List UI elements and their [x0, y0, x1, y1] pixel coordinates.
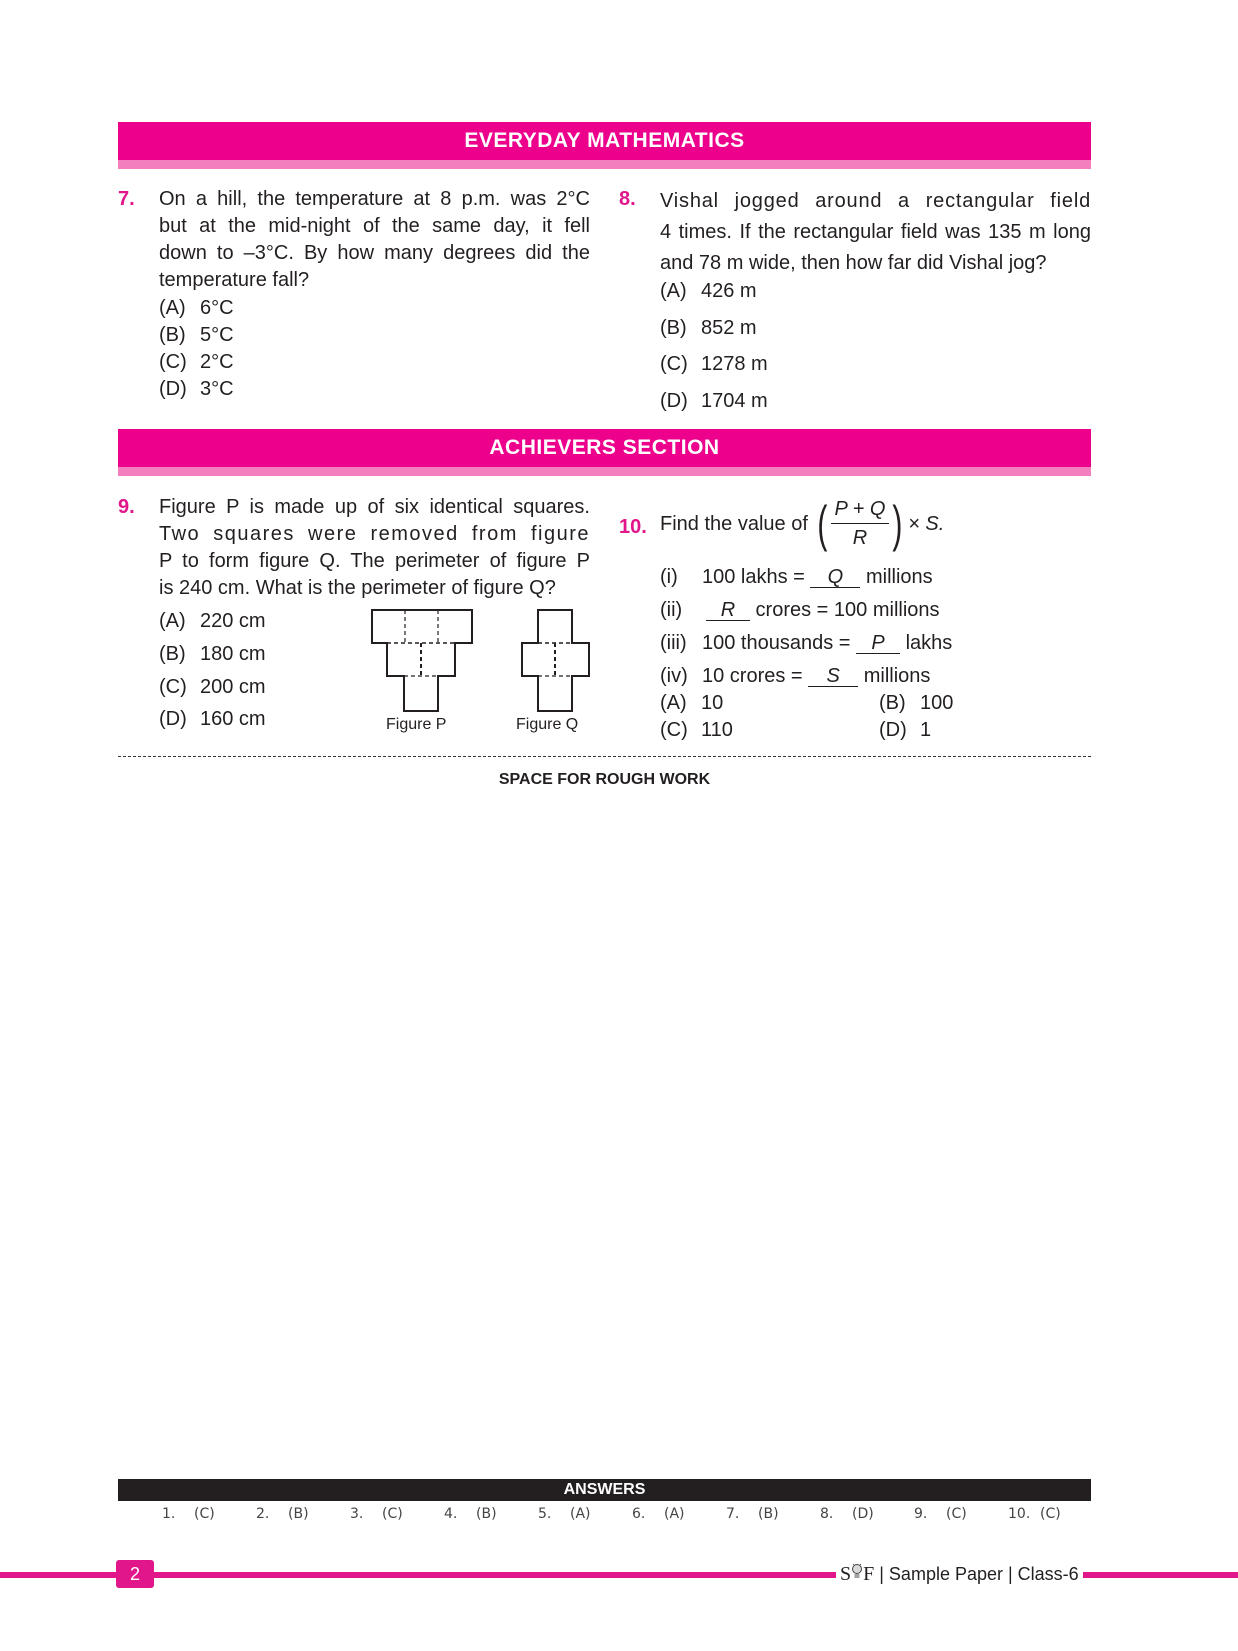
- option-c: (C) 2°C: [159, 351, 234, 373]
- question-text: On a hill, the temperature at 8 p.m. was 2°C but at the mid-night of the same day, it fell down to –3°C. By how many degrees did the temperature fall?: [159, 188, 590, 291]
- answers-header: ANSWERS: [118, 1479, 1091, 1501]
- option-a: (A) 220 cm: [159, 610, 266, 632]
- page-number-badge: 2: [116, 1560, 154, 1588]
- option-d: (D) 160 cm: [159, 708, 266, 730]
- answer-item: 3. (C): [350, 1506, 403, 1522]
- option-d: (D) 3°C: [159, 378, 234, 400]
- option-a: (A) 426 m: [660, 280, 757, 302]
- section-banner-achievers: [118, 429, 1091, 476]
- section-banner-everyday-mathematics: [118, 122, 1091, 169]
- option-c: (C) 1278 m: [660, 353, 768, 375]
- question-number: 10.: [619, 516, 647, 538]
- answer-item: 7. (B): [726, 1506, 779, 1522]
- figure-q-label: Figure Q: [516, 716, 579, 733]
- footer-text: | Sample Paper | Class-6: [874, 1564, 1079, 1584]
- option-b: (B) 852 m: [660, 317, 757, 339]
- sof-logo: S F: [840, 1563, 875, 1585]
- answer-item: 2. (B): [256, 1506, 309, 1522]
- figure-p-diagram: [370, 608, 476, 714]
- option-a: (A) 6°C: [159, 297, 234, 319]
- subpart-i: (i) 100 lakhs = Q millions: [660, 566, 933, 588]
- answer-item: 4. (B): [444, 1506, 497, 1522]
- subpart-iv: (iv) 10 crores = S millions: [660, 665, 931, 687]
- option-a: (A) 10: [660, 692, 724, 714]
- section-underline: [118, 160, 1091, 169]
- answer-item: 9. (C): [914, 1506, 967, 1522]
- answer-item: 1. (C): [162, 1506, 215, 1522]
- answer-item: 5. (A): [538, 1506, 591, 1522]
- figure-q-diagram: [520, 608, 592, 714]
- question-number: 9.: [118, 496, 135, 518]
- dashed-separator: [118, 756, 1091, 757]
- answer-item: 10. (C): [1008, 1506, 1061, 1522]
- option-b: (B) 5°C: [159, 324, 234, 346]
- option-d: (D) 1704 m: [660, 390, 768, 412]
- question-text: Figure P is made up of six identical squares. Two squares were removed from figure P to form figure Q. The perimeter of figure P is 240 cm. What is the perimeter of figure Q?: [159, 496, 590, 599]
- option-b: (B) 180 cm: [159, 643, 266, 665]
- section-title: ACHIEVERS SECTION: [118, 429, 1091, 467]
- answer-item: 6. (A): [632, 1506, 685, 1522]
- section-underline: [118, 467, 1091, 476]
- option-b: (B) 100: [879, 692, 954, 714]
- answers-list: [118, 1506, 1091, 1528]
- option-c: (C) 200 cm: [159, 676, 266, 698]
- rough-work-heading: SPACE FOR ROUGH WORK: [498, 771, 711, 788]
- question-number: 8.: [619, 188, 636, 210]
- section-title: EVERYDAY MATHEMATICS: [118, 122, 1091, 160]
- question-text: Find the value of ( $\frac{P + Q}{R}$ ) × S.: [660, 496, 945, 552]
- option-d: (D) 1: [879, 719, 932, 741]
- footer-brand: [836, 1560, 1083, 1588]
- lightbulb-icon: [851, 1565, 863, 1581]
- question-number: 7.: [118, 188, 135, 210]
- option-c: (C) 110: [660, 719, 733, 741]
- question-text: Vishal jogged around a rectangular field 4 times. If the rectangular field was 135 m long and 78 m wide, then how far did Vishal jog?: [660, 190, 1091, 274]
- subpart-iii: (iii) 100 thousands = P lakhs: [660, 632, 953, 654]
- answer-item: 8. (D): [820, 1506, 874, 1522]
- figure-p-label: Figure P: [386, 716, 447, 733]
- subpart-ii: (ii) R crores = 100 millions: [660, 599, 940, 621]
- rough-work-area: [118, 800, 1091, 1460]
- fraction-expression: ( $\frac{P + Q}{R}$ ): [817, 496, 903, 552]
